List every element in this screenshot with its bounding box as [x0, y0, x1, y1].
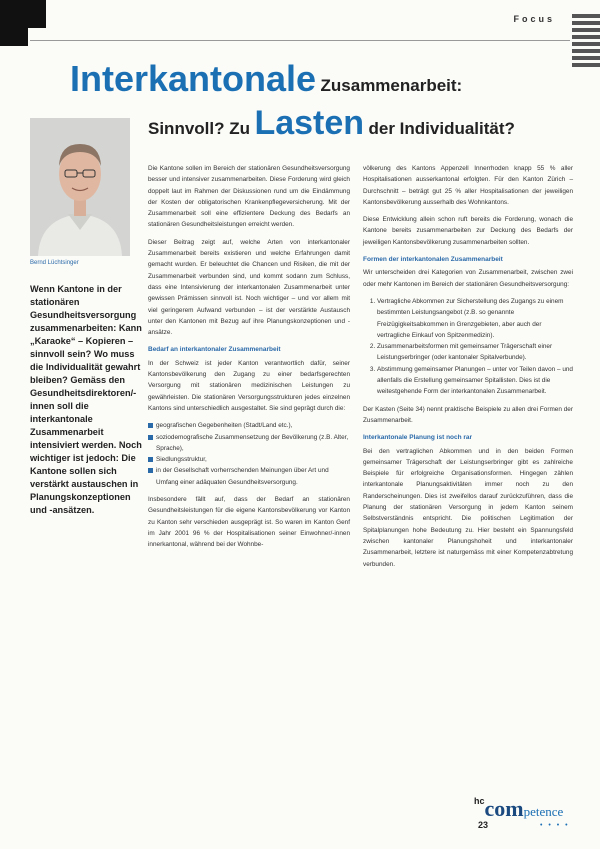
- bullet-list: [148, 420, 350, 488]
- subheading: Bedarf an interkantonaler Zusammenarbeit: [148, 346, 281, 354]
- bullet-item: Siedlungsstruktur,: [148, 454, 350, 465]
- paragraph: Wir unterscheiden drei Kategorien von Zusammenarbeit, zwischen zwei oder mehr Kantonen im Bereich der stationären Gesundheitsversorgung:: [363, 269, 573, 288]
- title-sinnvoll: Sinnvoll? Zu: [148, 119, 250, 138]
- numbered-item: 3. Abstimmung gemeinsamer Planungen – unter vor Teilen davon – und allenfalls die Erstellung gemeinsamer Spitallisten. Dies ist die weitestgehende Form der interkantonalen Zusammenarbeit.: [377, 364, 573, 398]
- subheading: Formen der interkantonalen Zusammenarbeit: [363, 256, 503, 264]
- title-word-lasten: Lasten: [254, 104, 365, 142]
- section-label: Focus: [513, 14, 555, 24]
- paragraph: In der Schweiz ist jeder Kanton verantwortlich dafür, seiner Kantonsbevölkerung den Zugang zu einer bedarfsgerechten Versorgung mit stationären medizinischen Leistungen zu gewährleisten. Die stationären Versorgungsstrukturen jedes einzelnen Kantons sind unterschiedlich ausgestaltet. Sie sind geprägt durch die:: [148, 359, 350, 412]
- title-individualitaet: der Individualität?: [368, 119, 515, 138]
- title-line-2: [148, 104, 515, 143]
- logo-dots-decoration: • • • •: [540, 822, 570, 829]
- bullet-item: geografischen Gegebenheiten (Stadt/Land etc.),: [148, 420, 350, 431]
- numbered-item: 1. Vertragliche Abkommen zur Sicherstellung des Zugangs zu einem bestimmten Leistungsangebot (z.B. so genannte Freizügigkeitsabkommen in Grenzgebieten, aber auch der vertragliche Einkauf von Spitzenmedizin).: [377, 296, 573, 341]
- numbered-item: 2. Zusammenarbeitsformen mit gemeinsamer Trägerschaft einer Leistungserbringer (oder kantonaler Spitalverbunde).: [377, 341, 573, 364]
- competence-logo: [474, 796, 563, 822]
- title-word-interkantonale: Interkantonale: [70, 58, 317, 99]
- paragraph: Dieser Beitrag zeigt auf, welche Arten von interkantonaler Zusammenarbeit bereits existieren und welche Erfahrungen damit gemacht wurden. Er beleuchtet die Chancen und Risiken, die mit der Zusammenarbeit verbunden sind, und kommt sodann zum Schluss, dass eine Intensivierung der interkantonalen Zusammenarbeit unter gewissen Prämissen sinnvoll ist. Noch wichtiger – und vor allem mit viel geringerem Aufwand verbunden – ist der verstärkte Austausch unter den Kantonen mit Bezug auf ihre Planungskonzeptionen und -ansätze.: [148, 238, 350, 337]
- article-column-2: [148, 163, 350, 557]
- author-photo: [30, 118, 130, 256]
- logo-hc: hc: [474, 796, 485, 806]
- logo-petence: petence: [523, 804, 564, 819]
- paragraph: Insbesondere fällt auf, dass der Bedarf an stationären Gesundheitsleistungen für die eigene Kantonsbevölkerung vor Kanton zu Kanton sehr verschieden ausgeprägt ist. So waren im Kanton Genf im Jahr 2001 96 % der Hospitalisationen seiner Einwohner/-innen innerkantonal, während bei der Wohnbe-: [148, 496, 350, 549]
- title-word-zusammenarbeit: Zusammenarbeit:: [320, 76, 463, 95]
- photo-caption: Bernd Lüchtsinger: [30, 260, 79, 266]
- paragraph: völkerung des Kantons Appenzell Innerrhoden knapp 55 % aller Hospitalisationen ausserkantonal erfolgten. Für den Kanton Zürich – Durchschnitt – beträgt gut 25 % aller Hospitalisationen der jeweiligen Kantonsbevölkerung ausserhalb des Wohnkantons.: [363, 165, 573, 206]
- paragraph: Diese Entwicklung allein schon ruft bereits die Forderung, wonach die Kantone bereits zusammenarbeiten zur Deckung des Bedarfs der jeweiligen Kantonsbevölkerung zusammenarbeiten sollten.: [363, 216, 573, 246]
- article-column-3: [363, 163, 573, 576]
- subheading: Interkantonale Planung ist noch rar: [363, 434, 473, 442]
- bullet-item: soziodemografische Zusammensetzung der Bevölkerung (z.B. Alter, Sprache),: [148, 432, 350, 455]
- paragraph: Bei den vertraglichen Abkommen und in den beiden Formen gemeinsamer Trägerschaft der Leistungserbringer gibt es zahlreiche Beispiele für erfolgreiche Organisationsformen. Hingegen zählen interkantonale Planungsaktivitäten immer noch zu den Randerscheinungen. Dies ist zweifellos darauf zurückzuführen, dass die Planung der stationären Versorgung in jedem Kanton seinem Selbstverständnis entspricht. Die politischen Legitimation der Spitalplanungen hohe Bedeutung zu. Hier besteht ein Spannungsfeld zwischen kantonaler Planungshoheit und interkantonaler Zusammenarbeit, letztere ist naturgemäss mit einer Kompetenzabtretung verbunden.: [363, 447, 573, 568]
- header-rule: [30, 40, 570, 41]
- paragraph: Der Kasten (Seite 34) nennt praktische Beispiele zu allen drei Formen der Zusammenarbeit.: [363, 405, 573, 424]
- logo-com: com: [484, 796, 524, 821]
- paragraph: Die Kantone sollen im Bereich der stationären Gesundheitsversorgung besser und intensiver zusammenarbeiten. Diese Forderung wird gleich doppelt laut im Rahmen der Diskussionen rund um die Eindämmung der Kosten der obligatorischen Krankenpflegeversicherung. Mit der Zusammenarbeit soll eine effizientere Deckung des Bedarfs an stationären Gesundheitsleistungen erreicht werden.: [148, 165, 350, 229]
- page-number: 23: [478, 820, 489, 830]
- portrait-image: [30, 118, 130, 256]
- lead-text: Wenn Kantone in der stationären Gesundheitsversorgung zusammenarbeiten: Kann „Karaoke“ – Kopieren – sinnvoll sein? Wo muss die Individualität gewahrt bleiben? Gemäss den Gesundheitsdirektoren/-innen soll die interkantonale Zusammenarbeit intensiviert werden. Noch wichtiger ist jedoch: Die Kantone sollen sich verstärkt austauschen in Planungskonzeptionen und -ansätzen.: [30, 284, 142, 515]
- edge-stripes-decoration: [572, 14, 600, 74]
- title-line-1: [70, 58, 462, 100]
- bullet-item: in der Gesellschaft vorherrschenden Meinungen über Art und Umfang einer adäquaten Gesundheitsversorgung.: [148, 465, 350, 488]
- numbered-list: [363, 296, 573, 398]
